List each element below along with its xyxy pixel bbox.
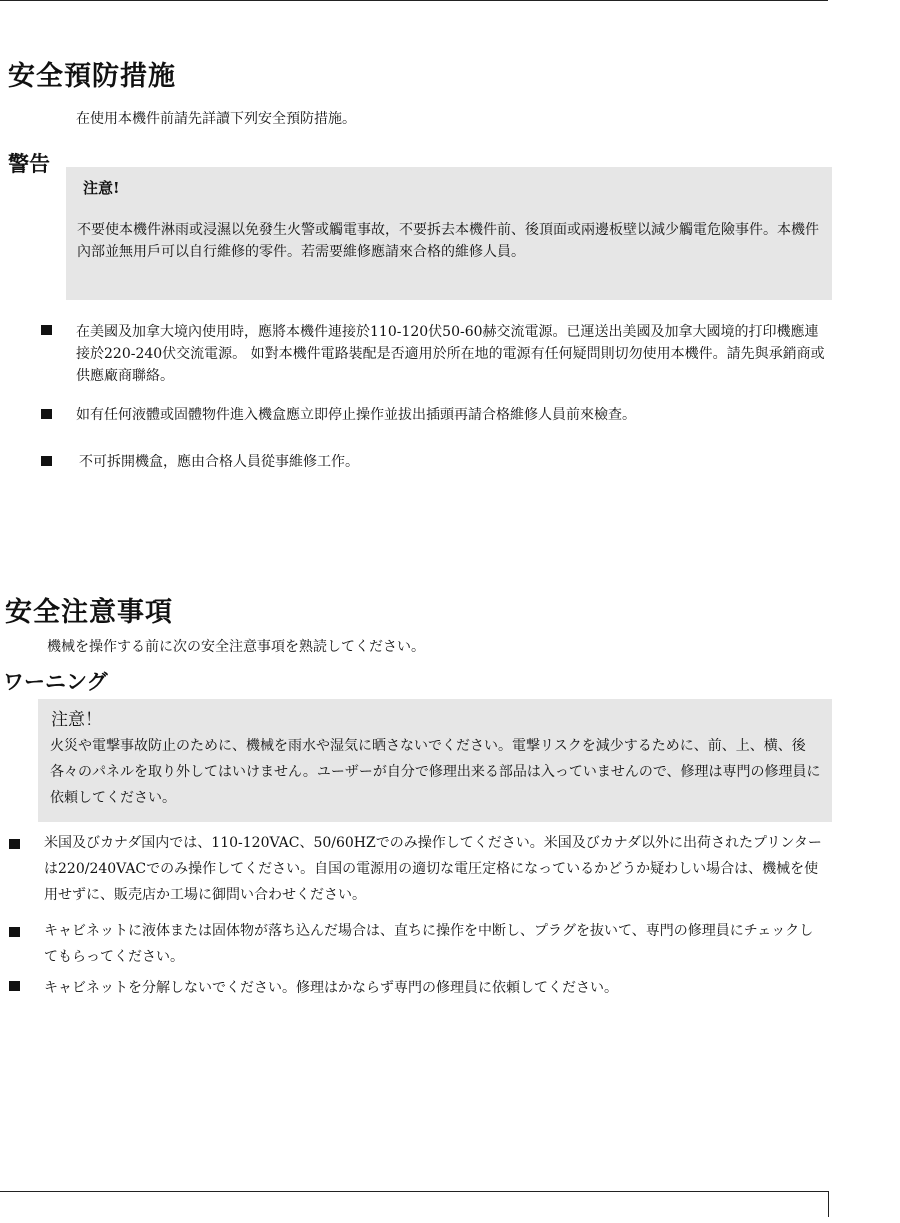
list-item: 如有任何液體或固體物件進入機盒應立即停止操作並拔出插頭再請合格維修人員前來檢查。 <box>76 407 636 423</box>
list-item: キャビネットに液体または固体物が落ち込んだ場合は、直ちに操作を中断し、プラグを抜いて、専門の修理員にチェックしてもらってください。 <box>44 923 814 965</box>
bottom-rule <box>0 1191 829 1192</box>
bullet-square-icon <box>41 456 52 466</box>
notice-body-zh: 不要使本機件淋雨或浸濕以免發生火警或觸電事故，不要拆去本機件前、後頂面或兩邊板壁以減少觸電危險事件。本機件內部並無用戶可以自行維修的零件。若需要維修應請來合格的維修人員。 <box>77 222 819 260</box>
top-rule <box>0 0 828 1</box>
section-intro-ja: 機械を操作する前に次の安全注意事項を熟読してください。 <box>47 639 425 655</box>
section-title-ja: 安全注意事項 <box>5 597 173 628</box>
bullet-square-icon <box>9 839 20 849</box>
warning-heading-zh: 警告 <box>8 151 50 176</box>
bullet-square-icon <box>41 409 52 419</box>
notice-box-zh <box>66 167 832 300</box>
section-intro-zh: 在使用本機件前請先詳讀下列安全預防措施。 <box>76 111 356 127</box>
notice-title-ja: 注意！ <box>51 710 102 730</box>
notice-body-ja: 火災や電撃事故防止のために、機械を雨水や湿気に晒さないでください。電撃リスクを減少するために、前、上、横、後各々のパネルを取り外してはいけません。ユーザーが自分で修理出来る部品は入っていませんので、修理は専門の修理員に依頼してください。 <box>50 738 821 806</box>
notice-box-ja <box>38 699 832 822</box>
section-title-zh: 安全預防措施 <box>8 61 176 92</box>
list-item: 在美國及加拿大境內使用時，應將本機件連接於110-120伏50-60赫交流電源。已運送出美國及加拿大國境的打印機應連接於220-240伏交流電源。 如對本機件電路裝配是否適用於所在地的電源有任何疑問則切勿使用本機件。請先與承銷商或供應廠商聯絡。 <box>76 324 825 384</box>
bullet-square-icon <box>9 981 20 991</box>
list-item: 不可拆開機盒，應由合格人員從事維修工作。 <box>79 454 359 470</box>
warning-heading-ja: ワーニング <box>3 669 108 694</box>
bottom-rule-tick <box>828 1191 829 1217</box>
notice-title-zh: 注意! <box>83 179 120 197</box>
list-item: キャビネットを分解しないでください。修理はかならず専門の修理員に依頼してください。 <box>44 980 618 996</box>
list-item: 米国及びカナダ国内では、110-120VAC、50/60HZでのみ操作してください。米国及びカナダ以外に出荷されたプリンターは220/240VACでのみ操作してください。自国の電源用の適切な電圧定格になっているかどうか疑わしい場合は、機械を使用せずに、販売店か工場に御問い合わせください。 <box>44 835 822 903</box>
bullet-square-icon <box>41 325 52 335</box>
bullet-square-icon <box>9 927 20 937</box>
